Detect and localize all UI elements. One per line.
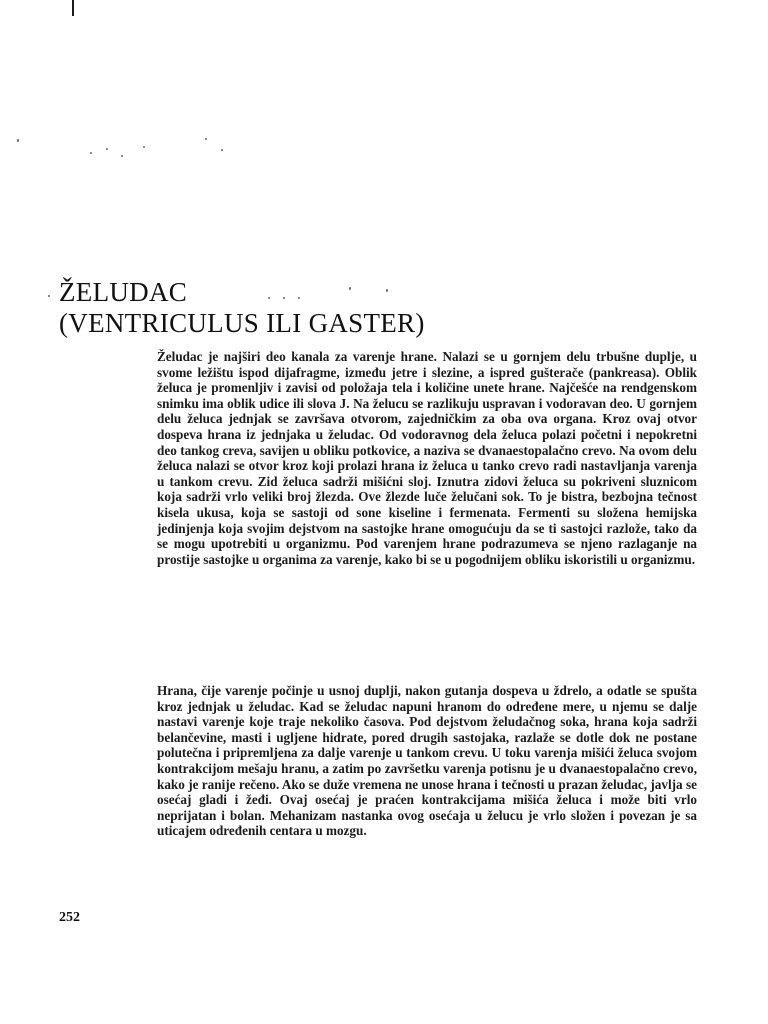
scan-speck — [48, 295, 50, 297]
heading-title: ŽELUDAC — [59, 277, 188, 307]
scan-speck — [221, 149, 223, 151]
body-paragraph: Želudac je najširi deo kanala za varenje hrane. Nalazi se u gornjem delu trbušne duplje, u svome ležištu ispod dijafragme, između jetre i slezine, a ispred gušterače (pankreasa). Oblik želuca je promenljiv i zavisi od položaja tela i količine unete hrane. Najčešće na rendgenskom snimku ima oblik udice ili slova J. Na želucu se razlikuju uspravan i vodoravan deo. U gornjem delu želuca jednjak se završava otvorom, zajedničkim za oba ova organa. Kroz ovaj otvor dospeva hrana iz jednjaka u želudac. Od vodoravnog dela želuca polazi početni i nepokretni deo tankog creva, savijen u obliku potkovice, a naziva se dvanaestopalačno crevo. Na ovom delu želuca nalazi se otvor kroz koji prolazi hrana iz želuca u tanko crevo radi nastavljanja varenja u tankom crevu. Zid želuca sadrži mišićni sloj. Iznutra zidovi želuca su pokriveni sluznicom koja sadrži vrlo veliki broj žlezda. Ove žlezde luče želučani sok. To je bistra, bezbojna tečnost kisela ukusa, koja se sastoji od sone kiseline i fermenata. Fermenti su složena hemijska jedinjenja koja svojim dejstvom na sastojke hrane omogućuju da se ti sastojci razlože, tako da se mogu upotrebiti u organizmu. Pod varenjem hrane podrazumeva se njeno razlaganje na prostije sastojke u organima za varenje, kako bi se u pogodnijem obliku iskoristili u organizmu. — [157, 349, 697, 567]
heading-subtitle: (VENTRICULUS ILI GASTER) — [59, 308, 425, 338]
scan-speck — [17, 139, 19, 142]
scan-speck — [106, 148, 108, 150]
scan-speck — [121, 155, 123, 157]
scan-edge-mark — [72, 0, 74, 16]
scan-speck — [90, 152, 92, 154]
scan-speck — [205, 138, 207, 140]
body-paragraph: Hrana, čije varenje počinje u usnoj duplji, nakon gutanja dospeva u ždrelo, a odatle se spušta kroz jednjak u želudac. Kad se želudac napuni hranom do određene mere, u njemu se dalje nastavi varenje koje traje nekoliko časova. Pod dejstvom želudačnog soka, hrana koja sadrži belančevine, masti i ugljene hidrate, pored drugih sastojaka, razlaže se dotle dok ne postane polutečna i pripremljena za dalje varenje u tankom crevu. U toku varenja mišići želuca svojom kontrakcijom mešaju hranu, a zatim po završetku varenja potisnu je u dvanaestopalačno crevo, kako je ranije rečeno. Ako se duže vremena ne unose hrana i tečnosti u prazan želudac, javlja se osećaj gladi i žeđi. Ovaj osećaj je praćen kontrakcijama mišića želuca i može biti vrlo neprijatan i bolan. Mehanizam nastanka ovog osećaja u želucu je vrlo složen i povezan je sa uticajem određenih centara u mozgu. — [157, 683, 697, 839]
page-number: 252 — [59, 910, 80, 925]
scan-speck — [143, 146, 145, 148]
chapter-heading — [59, 277, 619, 339]
